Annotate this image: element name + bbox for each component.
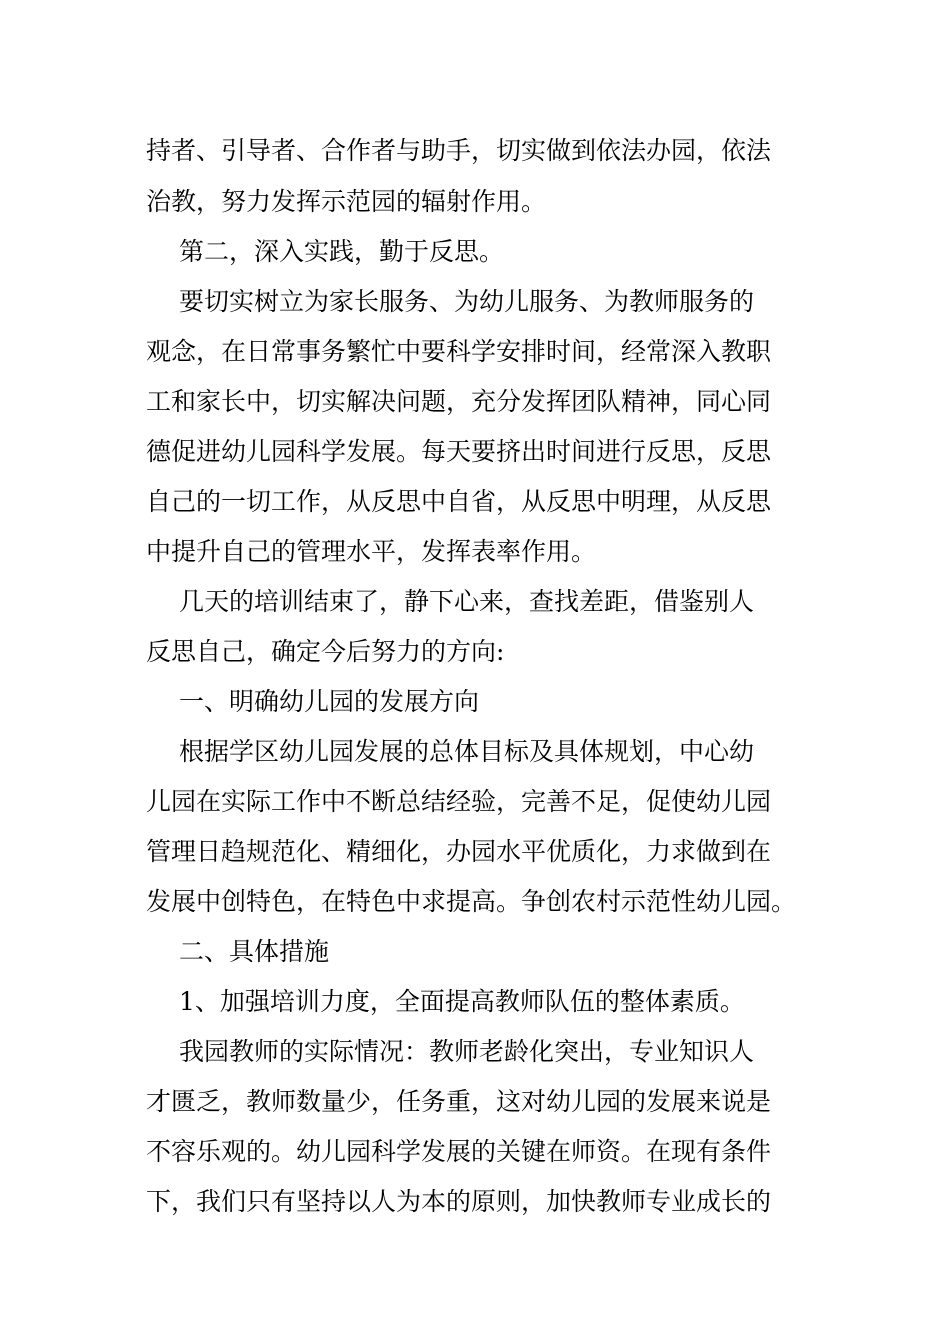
text-line: 治教，努力发挥示范园的辐射作用。: [146, 187, 547, 216]
text-line: 管理日趋规范化、精细化，办园水平优质化，力求做到在: [146, 837, 772, 866]
text-line: 中提升自己的管理水平，发挥表率作用。: [146, 537, 597, 566]
text-line: 自己的一切工作，从反思中自省，从反思中明理，从反思: [146, 487, 772, 516]
section-heading: 二、具体措施: [179, 937, 330, 966]
text-line: 才匮乏，教师数量少，任务重，这对幼儿园的发展来说是: [146, 1087, 772, 1116]
text-line: 下，我们只有坚持以人为本的原则，加快教师专业成长的: [146, 1187, 772, 1216]
text-line: 儿园在实际工作中不断总结经验，完善不足，促使幼儿园: [146, 787, 772, 816]
text-line: 第二，深入实践，勤于反思。: [179, 237, 505, 266]
text-line: 不容乐观的。幼儿园科学发展的关键在师资。在现有条件: [146, 1137, 772, 1166]
text-line: 持者、引导者、合作者与助手，切实做到依法办园，依法: [146, 136, 772, 165]
text-line: 德促进幼儿园科学发展。每天要挤出时间进行反思，反思: [146, 437, 772, 466]
text-line: 几天的培训结束了，静下心来，查找差距，借鉴别人: [179, 587, 755, 616]
section-heading: 一、明确幼儿园的发展方向: [179, 687, 480, 716]
text-line: 工和家长中，切实解决问题，充分发挥团队精神，同心同: [146, 387, 772, 416]
text-line: 我园教师的实际情况：教师老龄化突出，专业知识人: [179, 1037, 755, 1066]
text-line: 要切实树立为家长服务、为幼儿服务、为教师服务的: [179, 287, 755, 316]
text-line: 1、加强培训力度，全面提高教师队伍的整体素质。: [179, 987, 745, 1016]
text-line: 发展中创特色，在特色中求提高。争创农村示范性幼儿园。: [146, 887, 797, 916]
text-line: 观念，在日常事务繁忙中要科学安排时间，经常深入教职: [146, 337, 772, 366]
text-line: 根据学区幼儿园发展的总体目标及具体规划，中心幼: [179, 737, 755, 766]
text-line: 反思自己，确定今后努力的方向:: [146, 637, 505, 666]
